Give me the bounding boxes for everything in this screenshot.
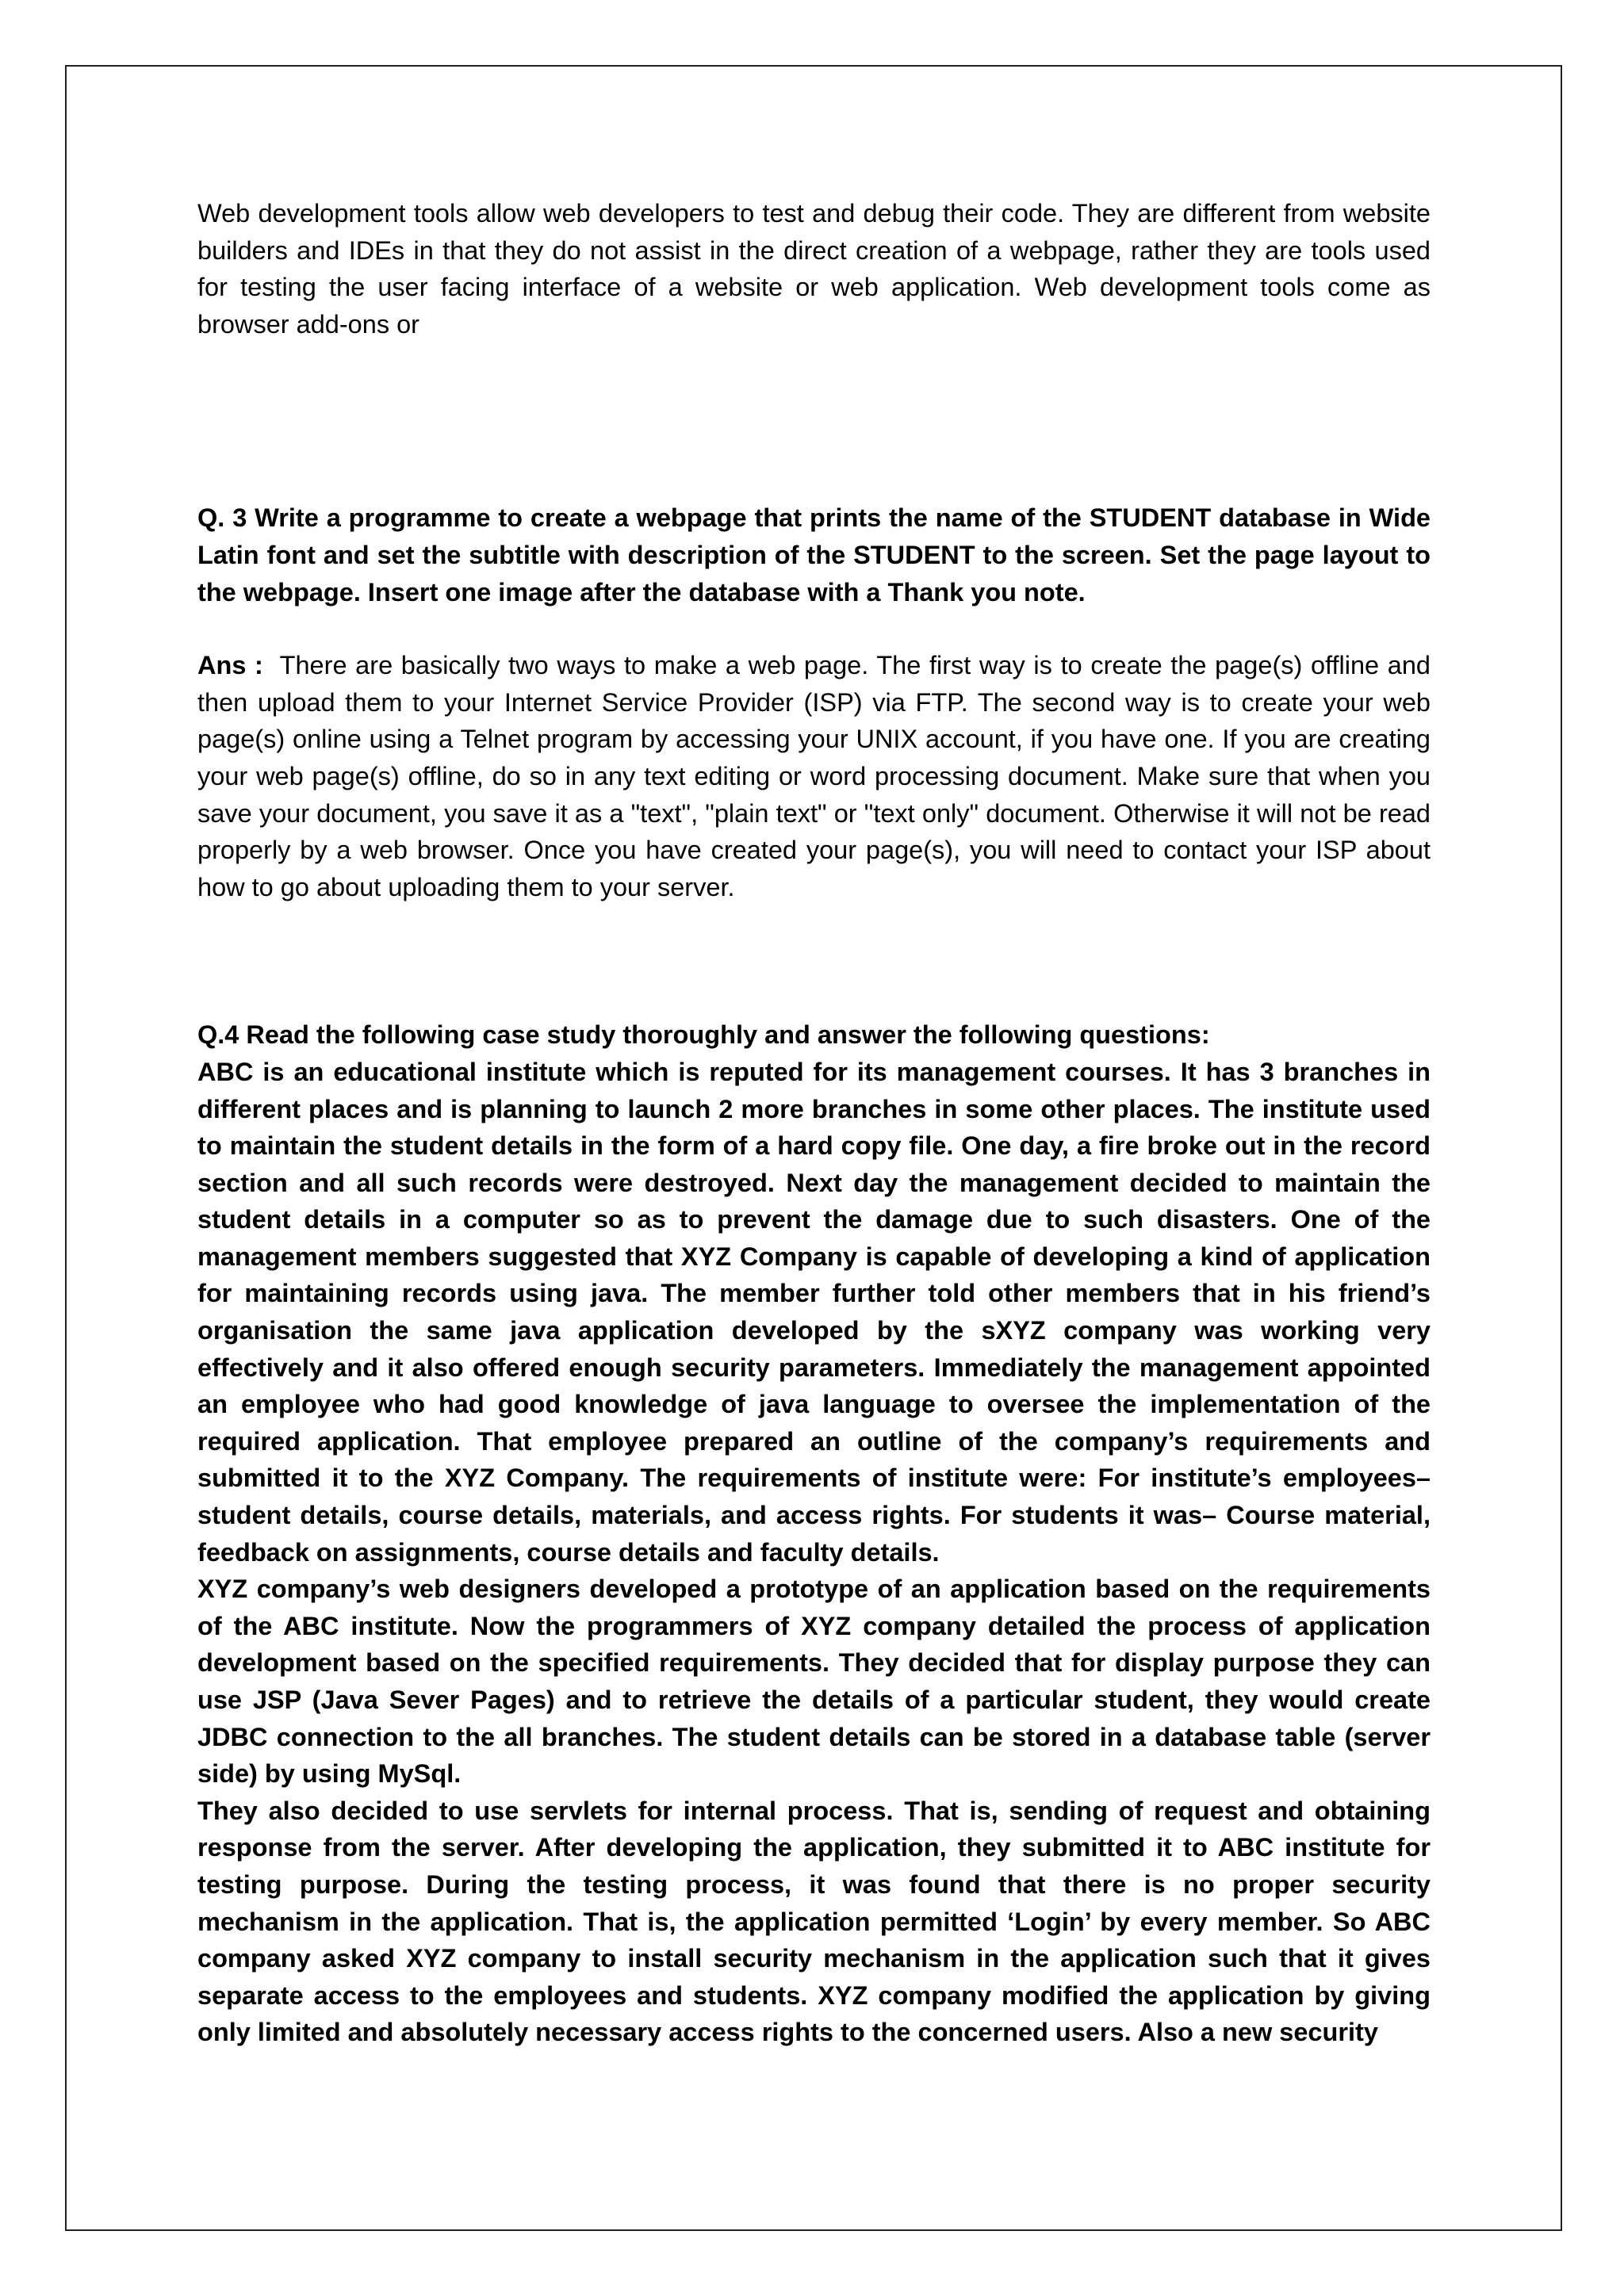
case-study-paragraph-2: XYZ company’s web designers developed a prototype of an application based on the requirements of the ABC institute. Now the programmers of XYZ company detailed the process of application development based on the specified requirements. They decided that for display purpose they can use JSP (Java Sever Pages) and to retrieve the details of a particular student, they would create JDBC connection to the all branches. The student details can be stored in a database table (server side) by using MySql. bbox=[197, 1575, 1431, 1789]
q4-heading: Q.4 Read the following case study thoroughly and answer the following questions: bbox=[197, 1020, 1210, 1050]
q3-question: Q. 3 Write a programme to create a webpage that prints the name of the STUDENT database in Wide Latin font and set the subtitle with description of the STUDENT to the screen. Set the page layout to the webpage. Insert one image after the database with a Thank you note. bbox=[197, 503, 1431, 607]
answer-label: Ans : bbox=[197, 651, 263, 680]
intro-paragraph: Web development tools allow web developers to test and debug their code. They are different from website builders and IDEs in that they do not assist in the direct creation of a webpage, rather they are tools used for testing the user facing interface of a website or web application. Web development tools come as browser add-ons or bbox=[197, 199, 1431, 339]
answer-text: There are basically two ways to make a web page. The first way is to create the page(s) offline and then upload them to your Internet Service Provider (ISP) via FTP. The second way is to create your web page(s) online using a Telnet program by accessing your UNIX account, if you have one. If you are creating your web page(s) offline, do so in any text editing or word processing document. Make sure that when you save your document, you save it as a "text", "plain text" or "text only" document. Otherwise it will not be read properly by a web browser. Once you have created your page(s), you will need to contact your ISP about how to go about uploading them to your server. bbox=[197, 651, 1431, 901]
case-study-paragraph-3: They also decided to use servlets for internal process. That is, sending of request and obtaining response from the server. After developing the application, they submitted it to ABC institute for testing purpose. During the testing process, it was found that there is no proper security mechanism in the application. That is, the application permitted ‘Login’ by every member. So ABC company asked XYZ company to install security mechanism in the application such that it gives separate access to the employees and students. XYZ company modified the application by giving only limited and absolutely necessary access rights to the concerned users. Also a new security bbox=[197, 1796, 1431, 2047]
document-body bbox=[197, 195, 1431, 2051]
q3-answer bbox=[197, 647, 1431, 905]
case-study-paragraph-1: ABC is an educational institute which is reputed for its management courses. It has 3 branches in different places and is planning to launch 2 more branches in some other places. The institute used to maintain the student details in the form of a hard copy file. One day, a fire broke out in the record section and all such records were destroyed. Next day the management decided to maintain the student details in a computer so as to prevent the damage due to such disasters. One of the management members suggested that XYZ Company is capable of developing a kind of application for maintaining records using java. The member further told other members that in his friend’s organisation the same java application developed by the sXYZ company was working very effectively and it also offered enough security parameters. Immediately the management appointed an employee who had good knowledge of java language to oversee the implementation of the required application. That employee prepared an outline of the company’s requirements and submitted it to the XYZ Company. The requirements of institute were: For institute’s employees–student details, course details, materials, and access rights. For students it was– Course material, feedback on assignments, course details and faculty details. bbox=[197, 1057, 1431, 1567]
